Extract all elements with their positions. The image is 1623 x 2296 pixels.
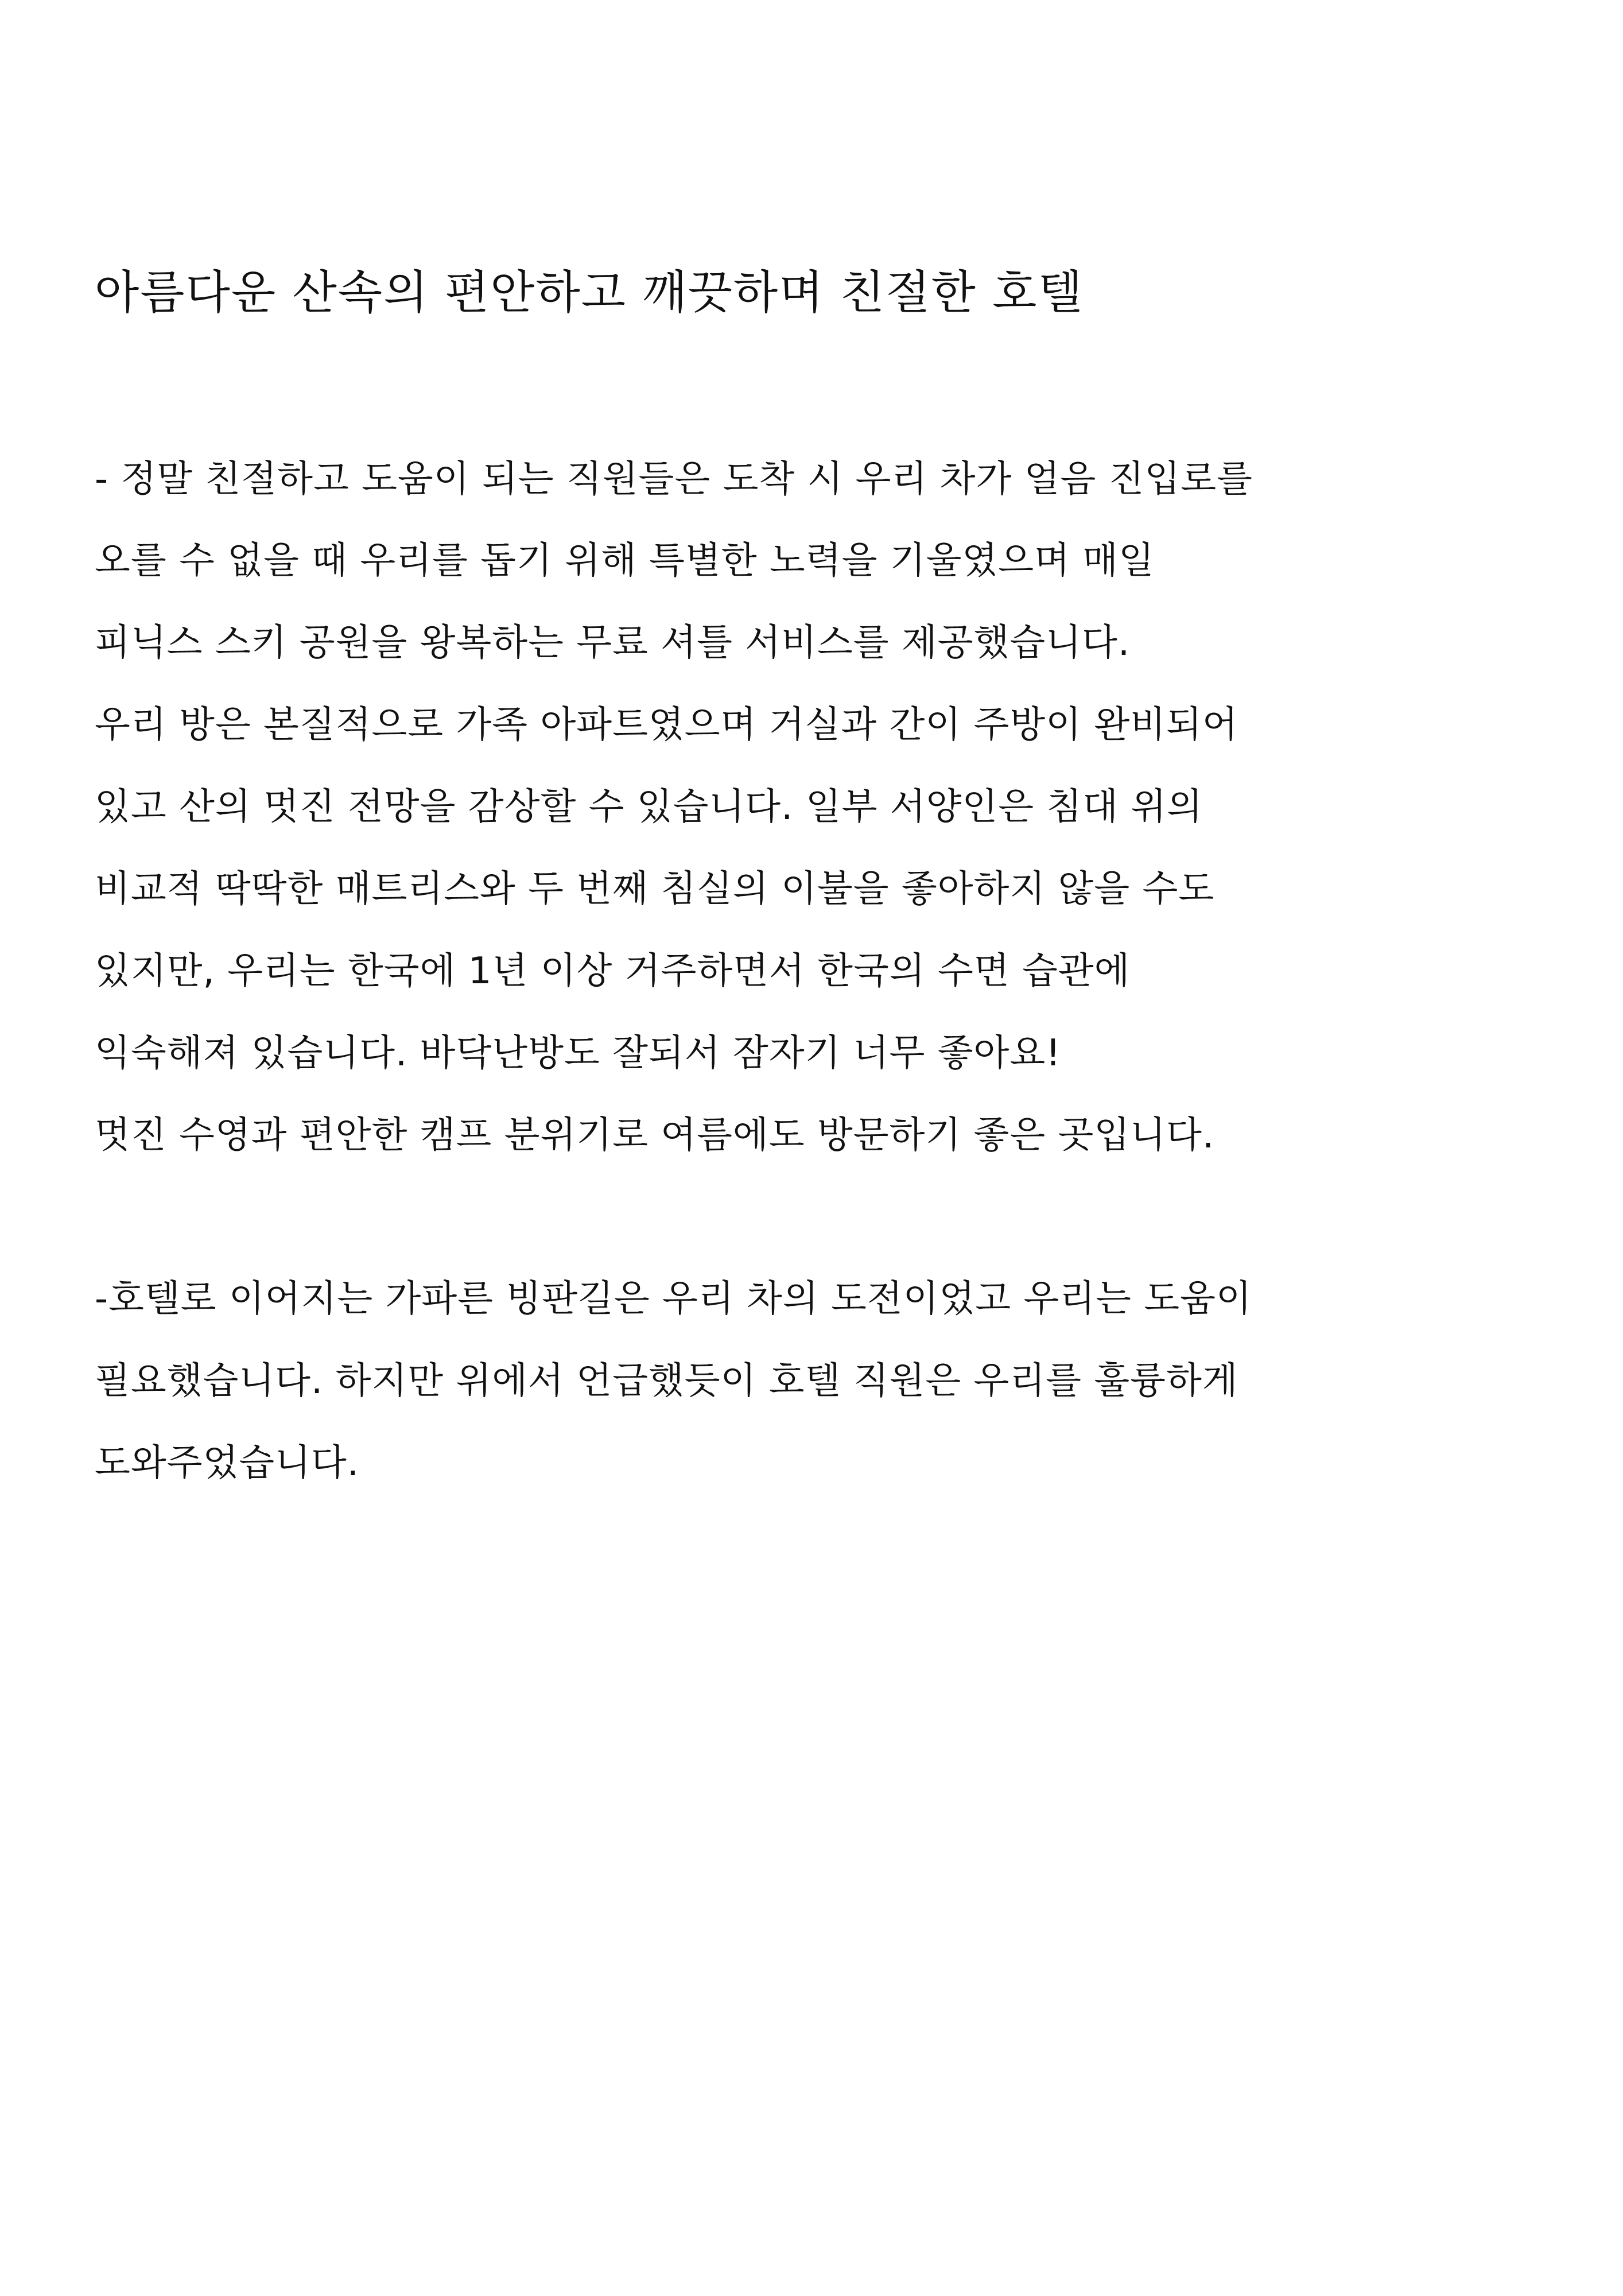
body-line-1: - 정말 친절하고 도움이 되는 직원들은 도착 시 우리 차가 얼음 진입로를 xyxy=(95,458,1253,501)
body-line-5: 있고 산의 멋진 전망을 감상할 수 있습니다. 일부 서양인은 침대 위의 xyxy=(95,786,1203,828)
body-line-6: 비교적 딱딱한 매트리스와 두 번째 침실의 이불을 좋아하지 않을 수도 xyxy=(95,868,1215,910)
body-line-10: -호텔로 이어지는 가파른 빙판길은 우리 차의 도전이었고 우리는 도움이 xyxy=(95,1278,1252,1320)
body-line-3: 피닉스 스키 공원을 왕복하는 무료 셔틀 서비스를 제공했습니다. xyxy=(95,622,1131,664)
body-line-4: 우리 방은 본질적으로 가족 아파트였으며 거실과 간이 주방이 완비되어 xyxy=(95,704,1238,746)
body-line-12: 도와주었습니다. xyxy=(95,1442,360,1484)
body-line-2: 오를 수 없을 때 우리를 돕기 위해 특별한 노력을 기울였으며 매일 xyxy=(95,540,1155,582)
document-title: 아름다운 산속의 편안하고 깨끗하며 친절한 호텔 xyxy=(95,266,1084,319)
body-line-8: 익숙해져 있습니다. 바닥난방도 잘되서 잠자기 너무 좋아요! xyxy=(95,1032,1061,1075)
body-line-7: 있지만, 우리는 한국에 1년 이상 거주하면서 한국의 수면 습관에 xyxy=(95,950,1131,992)
body-line-11: 필요했습니다. 하지만 위에서 언급했듯이 호텔 직원은 우리를 훌륭하게 xyxy=(95,1360,1238,1402)
body-line-9: 멋진 수영과 편안한 캠프 분위기로 여름에도 방문하기 좋은 곳입니다. xyxy=(95,1114,1215,1157)
